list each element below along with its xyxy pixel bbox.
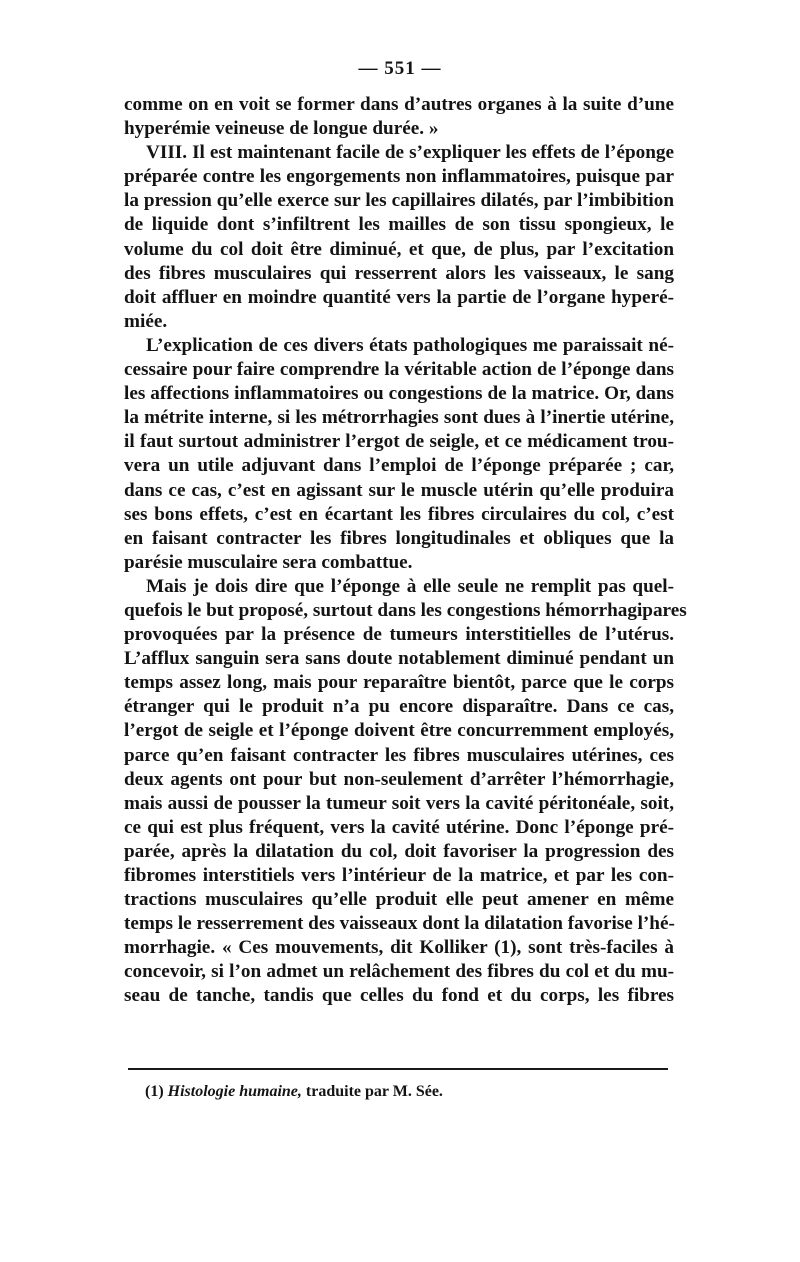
text-line: temps assez long, mais pour reparaître bientôt, parce que le corps	[124, 672, 674, 694]
footnote-marker: (1)	[145, 1083, 164, 1100]
text-line: ce qui est plus fréquent, vers la cavité utérine. Donc l’éponge pré-	[124, 816, 674, 838]
text-line: tractions musculaires qu’elle produit elle peut amener en même	[124, 889, 674, 911]
text-line: parésie musculaire sera combattue.	[124, 551, 413, 573]
footnote-rule	[128, 1068, 668, 1070]
text-line: vera un utile adjuvant dans l’emploi de l’éponge préparée ; car,	[124, 455, 674, 477]
text-line: étranger qui le produit n’a pu encore disparaître. Dans ce cas,	[124, 696, 674, 718]
text-line: morrhagie. « Ces mouvements, dit Kolliker (1), sont très-faciles à	[124, 937, 674, 959]
text-line: parée, après la dilatation du col, doit favoriser la progression des	[124, 840, 674, 862]
text-line: Mais je dois dire que l’éponge à elle seule ne remplit pas quel-	[146, 575, 674, 597]
footnote	[145, 1083, 443, 1101]
body-text	[124, 93, 687, 1009]
text-line: la métrite interne, si les métrorrhagies sont dues à l’inertie utérine,	[124, 407, 674, 429]
text-line: mais aussi de pousser la tumeur soit vers la cavité péritonéale, soit,	[124, 792, 674, 814]
text-line: temps le resserrement des vaisseaux dont la dilatation favorise l’hé-	[124, 913, 675, 935]
text-line: VIII. Il est maintenant facile de s’expliquer les effets de l’éponge	[146, 142, 674, 164]
text-line: L’afflux sanguin sera sans doute notablement diminué pendant un	[124, 648, 674, 670]
text-line: la pression qu’elle exerce sur les capillaires dilatés, par l’imbibition	[124, 190, 674, 212]
text-line: doit affluer en moindre quantité vers la partie de l’organe hyperé-	[124, 286, 674, 308]
text-line: comme on en voit se former dans d’autres organes à la suite d’une	[124, 94, 674, 115]
text-line: cessaire pour faire comprendre la véritable action de l’éponge dans	[124, 359, 674, 381]
text-line: provoquées par la présence de tumeurs interstitielles de l’utérus.	[124, 624, 674, 646]
text-line: deux agents ont pour but non-seulement d’arrêter l’hémorrhagie,	[124, 768, 674, 790]
text-line: des fibres musculaires qui resserrent alors les vaisseaux, le sang	[124, 262, 674, 284]
text-line: en faisant contracter les fibres longitudinales et obliques que la	[124, 527, 674, 549]
text-line: fibromes interstitiels vers l’intérieur de la matrice, et par les con-	[124, 865, 674, 886]
text-line: miée.	[124, 310, 168, 332]
text-line: dans ce cas, c’est en agissant sur le muscle utérin qu’elle produira	[124, 479, 674, 501]
text-line: L’explication de ces divers états pathologiques me paraissait né-	[146, 334, 674, 356]
text-line: préparée contre les engorgements non inflammatoires, puisque par	[124, 166, 674, 188]
text-line: volume du col doit être diminué, et que, de plus, par l’excitation	[124, 238, 674, 260]
text-line: parce qu’en faisant contracter les fibres musculaires utérines, ces	[124, 744, 674, 766]
text-line: hyperémie veineuse de longue durée. »	[124, 118, 439, 140]
text-line: de liquide dont s’infiltrent les mailles de son tissu spongieux, le	[124, 214, 674, 236]
text-line: quefois le but proposé, surtout dans les congestions hémorrhagipares	[124, 599, 687, 621]
text-line: seau de tanche, tandis que celles du fond et du corps, les fibres	[124, 985, 674, 1007]
text-line: ses bons effets, c’est en écartant les fibres circulaires du col, c’est	[124, 503, 674, 525]
text-line: il faut surtout administrer l’ergot de seigle, et ce médicament trou-	[124, 431, 674, 453]
page-number: — 551 —	[358, 58, 442, 79]
text-line: concevoir, si l’on admet un relâchement des fibres du col et du mu-	[124, 961, 674, 983]
footnote-text: traduite par M. Sée.	[301, 1083, 443, 1100]
footnote-title: Histologie humaine,	[167, 1083, 302, 1100]
text-line: les affections inflammatoires ou congestions de la matrice. Or, dans	[124, 383, 674, 405]
text-line: l’ergot de seigle et l’éponge doivent être concurremment employés,	[124, 720, 674, 742]
